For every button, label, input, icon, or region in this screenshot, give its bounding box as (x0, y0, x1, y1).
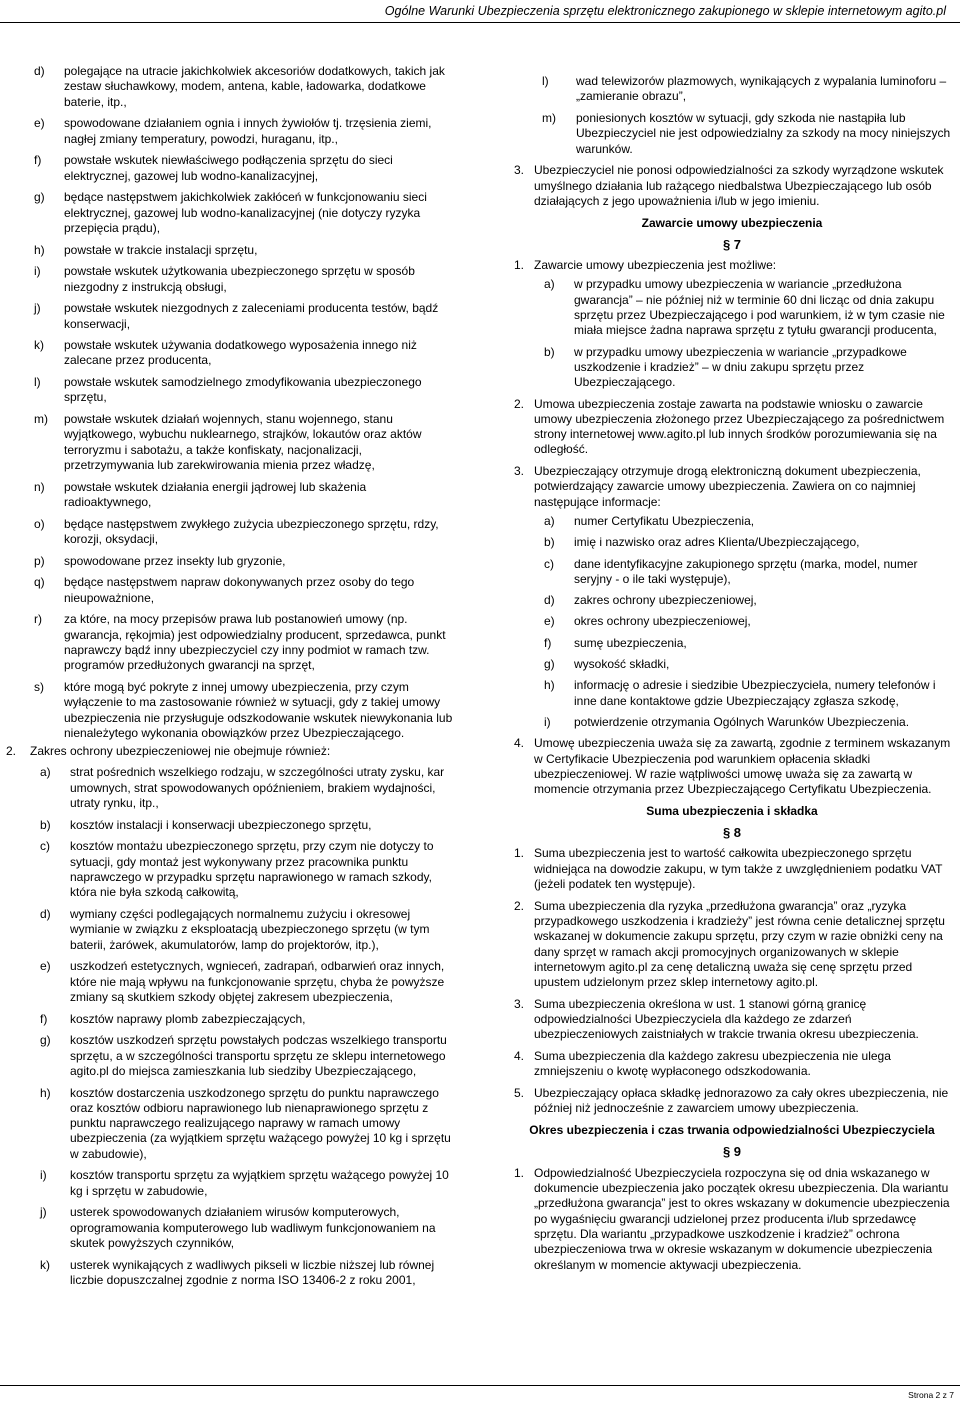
list-item: f) powstałe wskutek niewłaściwego podłączenia sprzętu do sieci elektrycznej, gazowej lub wodno-kanalizacyjnej, (34, 153, 393, 183)
list-item: q) będące następstwem napraw dokonywanych przez osoby do tego nieupoważnione, (34, 575, 415, 605)
list-item: n) powstałe wskutek działania energii jądrowej lub skażenia radioaktywnego, (34, 479, 367, 510)
list-item: f) sumę ubezpieczenia, (544, 635, 687, 650)
list-item: c) kosztów montażu ubezpieczonego sprzętu, przy czym nie dotyczy to sytuacji, gdy montaż jest wykonywany przez pracownika punktu naprawczego w przypadku sprzętu naprawionego w ramach szkody, która nie była szkodą całkowitą, (40, 839, 434, 900)
list-item: r) za które, na mocy przepisów prawa lub postanowień umowy (np. gwarancja, rękojmia) jest odpowiedzialny producent, sprzedawca, punkt naprawczy bądź inny ubezpieczyciel czy inny podmiot w ramach tzw. programów przedłużonych gwarancji na sprzęt, (34, 612, 446, 673)
s7-point-2: 2. Umowa ubezpieczenia zostaje zawarta na podstawie wniosku o zawarcie umowy ubezpieczenia złożonego przez Ubezpieczającego za pośrednictwem strony internetowej www.agito.pl lub innych środków porozumiewania się na odległość. (514, 396, 945, 457)
paragraph-number-9: § 9 (722, 1144, 742, 1160)
list-item: l) powstałe wskutek samodzielnego zmodyfikowania ubezpieczonego sprzętu, (34, 375, 422, 405)
list-item: j) usterek spowodowanych działaniem wirusów komputerowych, oprogramowania komputerowego lub wadliwym funkcjonowaniem na skutek powyższych czynników, (40, 1205, 436, 1250)
list-item: g) kosztów uszkodzeń sprzętu powstałych podczas wszelkiego transportu sprzętu, a w szczególności transportu sprzętu ze sklepu internetowego agito.pl do miejsca zamieszkania lub siedziby Ubezpieczającego, (40, 1033, 447, 1078)
header-rule (0, 22, 960, 23)
s8-list (508, 846, 956, 1116)
paragraph-number-7: § 7 (722, 236, 742, 252)
list-item: d) wymiany części podlegających normalnemu zużyciu i okresowej wymianie w związku z eksploatacją ubezpieczonego sprzętu (w tym baterii, żarówek, akumulatorów, lamp do projektorów, itp.), (40, 906, 430, 952)
list-item: b) kosztów instalacji i konserwacji ubezpieczonego sprzętu, (40, 817, 372, 832)
list-item: 1. Odpowiedzialność Ubezpieczyciela rozpoczyna się od dnia wskazanego w dokumencie ubezpieczenia jako początek okresu ubezpieczenia. Dla wariantu „przedłużona gwarancja” jest to okres wskazany w dokumencie ubezpieczenia po wygaśnięciu gwarancji udzielonej przez producenta i/lub sprzedawcę sprzętu. Dla wariantu „przypadkowe uszkodzenie i kradzież” ochrona ubezpieczeniowa trwa w okresie wskazanym w dokumencie ubezpieczenia określanym w momencie aktywacji ubezpieczenia. (514, 1165, 950, 1272)
section-heading-7: Zawarcie umowy ubezpieczenia (641, 215, 823, 230)
list-item: d) polegające na utracie jakichkolwiek akcesoriów dodatkowych, takich jak zestaw słuchawkowy, modem, antena, kable, ładowarka, dodatkowe baterie, itp., (34, 64, 445, 109)
page-number: Strona 2 z 7 (908, 1390, 954, 1400)
list-item: 2. Suma ubezpieczenia dla ryzyka „przedłużona gwarancja” oraz „ryzyka przypadkowego uszkodzenia i kradzieży” jest równa cenie detalicznej sprzętu wskazanej w dokumencie zakupu sprzętu, przy czym w razie obniżki ceny na dany sprzęt w ramach akcji promocyjnych organizowanych w sklepie internetowym agito.pl za cenę detaliczną uważa się cenę sprzętu przed upustem udzielonym przez sklep internetowy agito.pl. (514, 898, 945, 990)
s7-point-1: 1. Zawarcie umowy ubezpieczenia jest możliwe: (514, 258, 777, 273)
section-2: 2. Zakres ochrony ubezpieczeniowej nie obejmuje również: (6, 744, 331, 759)
list-item: k) powstałe wskutek używania dodatkowego wyposażenia innego niż zalecane przez producenta, (34, 338, 417, 368)
list-item: a) w przypadku umowy ubezpieczenia w wariancie „przedłużona gwarancja” – nie później niż w terminie 60 dni licząc od dnia zakupu sprzętu przez Ubezpieczającego i pod warunkiem, iż w tym czasie nie miała miejsce żadna naprawa sprzętu z tytułu gwarancji producenta, (544, 277, 945, 338)
document-title: Ogólne Warunki Ubezpieczenia sprzętu elektronicznego zakupionego w sklepie internetowym agito.pl (384, 4, 946, 18)
exclusions-list-continued (508, 74, 956, 157)
list-item: a) strat pośrednich wszelkiego rodzaju, w szczególności utraty zysku, kar umownych, strat spowodowanych opóźnieniem, brakiem wydajności, utraty rynku, itp., (40, 765, 445, 811)
list-item: c) dane identyfikacyjne zakupionego sprzętu (marka, model, numer seryjny - o ile taki występuje), (544, 556, 918, 586)
list-item: m) powstałe wskutek działań wojennych, stanu wojennego, stanu wyjątkowego, wybuchu nuklearnego, strajków, lokautów oraz aktów terroryzmu i sabotażu, a także konfiskaty, nacjonalizacji, przetrzymywania lub zarekwirowania mienia przez władzę, (34, 412, 422, 473)
section-heading-9: Okres ubezpieczenia i czas trwania odpowiedzialności Ubezpieczyciela (529, 1123, 935, 1138)
list-item: j) powstałe wskutek niezgodnych z zaleceniami producenta testów, bądź konserwacji, (34, 301, 439, 331)
footer-rule (0, 1385, 960, 1386)
list-item: d) zakres ochrony ubezpieczeniowej, (544, 593, 757, 608)
list-item: g) wysokość składki, (544, 657, 670, 672)
list-item: b) w przypadku umowy ubezpieczenia w wariancie „przypadkowe uszkodzenie i kradzież” – w dniu zakupu sprzętu przez Ubezpieczającego. (544, 344, 907, 390)
exclusions-list-2 (0, 765, 455, 1288)
right-column (508, 74, 956, 1279)
list-item: h) kosztów dostarczenia uszkodzonego sprzętu do punktu naprawczego oraz kosztów odbioru naprawionego lub nienaprawionego sprzętu z punktu naprawczego realizującego naprawy w ramach umowy ubezpieczenia (za wyjątkiem sprzętu ważącego powyżej 10 kg i sprzętu w zabudowie), (40, 1085, 451, 1161)
paragraph-number-8: § 8 (722, 825, 742, 841)
list-item: 1. Suma ubezpieczenia jest to wartość całkowita ubezpieczonego sprzętu widniejąca na dowodzie zakupu, w tym także z uwzględnieniem podatku VAT (jeżeli podatek ten występuje). (514, 846, 943, 892)
exclusions-list-1 (0, 64, 455, 741)
list-item: b) imię i nazwisko oraz adres Klienta/Ubezpieczającego, (544, 535, 860, 550)
list-item: i) powstałe wskutek użytkowania ubezpieczonego sprzętu w sposób niezgodny z instrukcją obsługi, (34, 264, 415, 294)
list-item: 3. Suma ubezpieczenia określona w ust. 1 stanowi górną granicę odpowiedzialności Ubezpieczyciela dla każdego ze zdarzeń ubezpieczeniowych zaistniałych w trakcie trwania okresu ubezpieczenia. (514, 996, 919, 1042)
list-item: k) usterek wynikających z wadliwych pikseli w liczbie niższej lub równej liczbie dopuszczalnej zgodnie z norma ISO 13406-2 z roku 2001, (40, 1257, 435, 1287)
list-item: e) spowodowane działaniem ognia i innych żywiołów tj. trzęsienia ziemi, nagłej zmiany temperatury, powodzi, huraganu, itp., (34, 116, 432, 146)
s7-point-3-items (508, 514, 956, 730)
section-heading-8: Suma ubezpieczenia i składka (646, 803, 818, 818)
list-item: e) okres ochrony ubezpieczeniowej, (544, 614, 751, 629)
list-item: i) kosztów transportu sprzętu za wyjątkiem sprzętu ważącego powyżej 10 kg i sprzętu w zabudowie, (40, 1168, 449, 1198)
list-item: m) poniesionych kosztów w sytuacji, gdy szkoda nie nastąpiła lub Ubezpieczyciel nie jest odpowiedzialny za szkody na mocy niniejszych warunków. (542, 110, 951, 156)
list-item: 4. Suma ubezpieczenia dla każdego zakresu ubezpieczenia nie ulega zmniejszeniu o kwotę wypłaconego odszkodowania. (514, 1049, 891, 1079)
list-item: g) będące następstwem jakichkolwiek zakłóceń w funkcjonowaniu sieci elektrycznej, gazowej lub wodno-kanalizacyjnej (nie dotyczy ryzyka przepięcia prądu), (34, 190, 427, 235)
list-item: s) które mogą być pokryte z innej umowy ubezpieczenia, przy czym wyłączenie to ma zastosowanie również w sytuacji, gdy z takiej umowy ubezpieczenia nie przysługuje odszkodowanie wskutek niewykonania lub nienależytego wykonania obowiązków przez Ubezpieczającego. (34, 679, 453, 740)
list-item: h) informację o adresie i siedzibie Ubezpieczyciela, numery telefonów i inne dane kontaktowe gdzie Ubezpieczający zgłasza szkodę, (544, 678, 936, 708)
list-item: l) wad telewizorów plazmowych, wynikających z wypalania luminoforu – „zamieranie obrazu”, (542, 74, 947, 104)
list-item: h) powstałe w trakcie instalacji sprzętu, (34, 242, 258, 257)
page-header (0, 0, 960, 24)
list-item: e) uszkodzeń estetycznych, wgnieceń, zadrapań, odbarwień oraz innych, które nie mają wpływu na funkcjonowanie sprzętu, chyba że powyższe zmiany są skutkiem szkody objętej zakresem ubezpieczenia, (40, 959, 445, 1004)
section-3: 3. Ubezpieczyciel nie ponosi odpowiedzialności za szkody wyrządzone wskutek umyślnego działania lub rażącego niedbalstwa Ubezpieczającego lub osób działających z jego upoważnienia i/lub w jego imieniu. (514, 163, 944, 208)
list-item: 5. Ubezpieczający opłaca składkę jednorazowo za cały okres ubezpieczenia, nie później niż jednocześnie z zawarciem umowy ubezpieczenia. (514, 1086, 949, 1116)
list-item: a) numer Certyfikatu Ubezpieczenia, (544, 513, 755, 528)
list-item: p) spowodowane przez insekty lub gryzonie, (34, 553, 286, 568)
list-item: o) będące następstwem zwykłego zużycia ubezpieczonego sprzętu, rdzy, korozji, oksydacji, (34, 516, 439, 547)
s7-point-4: 4. Umowę ubezpieczenia uważa się za zawartą, zgodnie z terminem wskazanym w Certyfikacie Ubezpieczenia pod warunkiem opłacenia składki ubezpieczeniowej. W razie wątpliwości umowę uważa się za zawartą w momencie otrzymania przez Ubezpieczającego Certyfikatu Ubezpieczenia. (514, 736, 951, 797)
s9-list (508, 1166, 956, 1273)
list-item: i) potwierdzenie otrzymania Ogólnych Warunków Ubezpieczenia. (544, 714, 910, 729)
left-column (0, 64, 455, 1295)
s7-point-1-items (508, 277, 956, 390)
s7-point-3: 3. Ubezpieczający otrzymuje drogą elektroniczną dokument ubezpieczenia, potwierdzający zawarcie umowy ubezpieczenia. Zawiera on co najmniej następujące informacje: (514, 464, 921, 509)
list-item: f) kosztów naprawy plomb zabezpieczających, (40, 1011, 306, 1026)
